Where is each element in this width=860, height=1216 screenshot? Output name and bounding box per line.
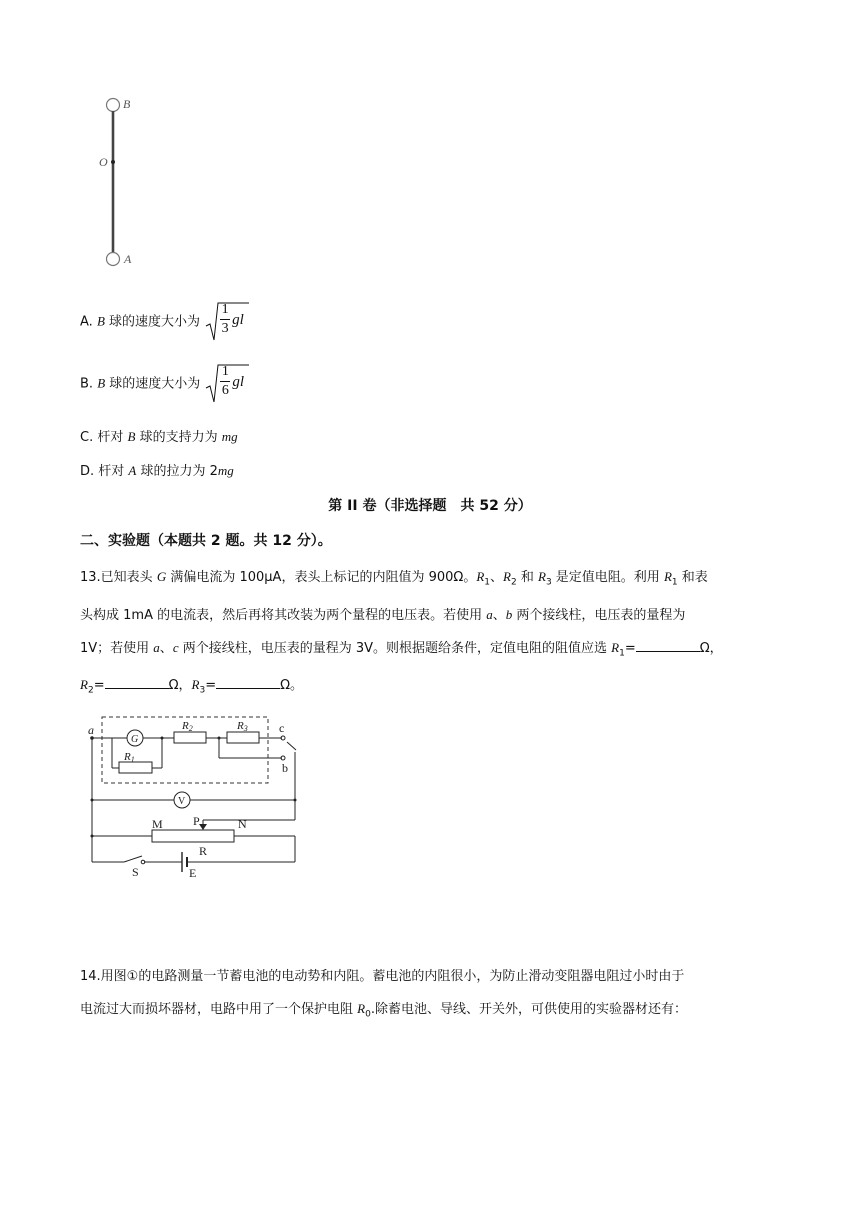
label-R: R	[199, 844, 208, 858]
option-b: B. B 球的速度大小为 1 6 gl	[80, 362, 250, 406]
label-R1: R1	[124, 751, 135, 764]
switch-s	[124, 856, 142, 862]
label-N: N	[238, 817, 247, 831]
option-c: C. 杆对 B 球的支持力为 mg	[80, 429, 238, 445]
question-13: 13.已知表头 G 满偏电流为 100μA，表头上标记的内阻值为 900Ω。$R_1$、$R_2$ 和 $R_3$ 是定值电阻。利用 $R_1$ 和表 头构成 1mA 的电流表，然后再将其改装为两个量程的电压表。若使用 a、b 两个接线柱，电压表的量程为 1V；若使用 a、c 两个接线柱，电压表的量程为 3V。则根据题给条件，定值电阻的阻值应选 $R_1= \Omega$， $R_2= \Omega$，$R_3= \Omega$。	[80, 569, 723, 696]
sqrt-expression: 1 3 gl	[204, 300, 250, 344]
label-b: b	[282, 761, 288, 775]
label-G: G	[131, 734, 139, 745]
label-R3: R3	[237, 720, 248, 733]
option-a: A. B 球的速度大小为 1 3 gl	[80, 300, 250, 344]
answer-blank-r1[interactable]	[636, 637, 700, 652]
resistor-r2	[174, 732, 206, 743]
label-A: A	[124, 252, 132, 266]
slider-arrow	[199, 824, 207, 830]
circuit-diagram	[82, 712, 312, 882]
answer-blank-r2[interactable]	[105, 674, 169, 689]
label-V: V	[178, 796, 186, 807]
label-P: P	[193, 814, 200, 828]
label-c: c	[279, 721, 285, 735]
label-a: a	[88, 723, 94, 737]
resistor-r3	[227, 732, 259, 743]
pivot-O	[111, 160, 115, 164]
answer-blank-r3[interactable]	[216, 674, 280, 689]
label-M: M	[152, 817, 163, 831]
label-B: B	[123, 97, 131, 111]
subsection-title: 二、实验题（本题共 2 题。共 12 分）。	[80, 533, 332, 549]
rod-figure	[96, 94, 156, 274]
selector-switch	[287, 742, 296, 750]
rheostat	[152, 830, 234, 842]
label-R2: R2	[182, 720, 193, 733]
label-E: E	[189, 866, 197, 880]
option-d: D. 杆对 A 球的拉力为 2mg	[80, 463, 234, 479]
sqrt-expression: 1 6 gl	[204, 362, 250, 406]
label-S: S	[132, 865, 139, 879]
section-title: 第 II 卷（非选择题 共 52 分）	[328, 498, 532, 514]
question-14: 14.用图①的电路测量一节蓄电池的电动势和内阻。蓄电池的内阻很小，为防止滑动变阻器电阻过小时由于 电流过大而损坏器材，电路中用了一个保护电阻 $R_0$.除蓄电池、导线、开关外，可供使用的实验器材还有：	[80, 969, 687, 1020]
ball-A	[107, 253, 120, 266]
resistor-r1	[119, 762, 152, 773]
label-O: O	[99, 155, 108, 169]
ball-B	[107, 99, 120, 112]
